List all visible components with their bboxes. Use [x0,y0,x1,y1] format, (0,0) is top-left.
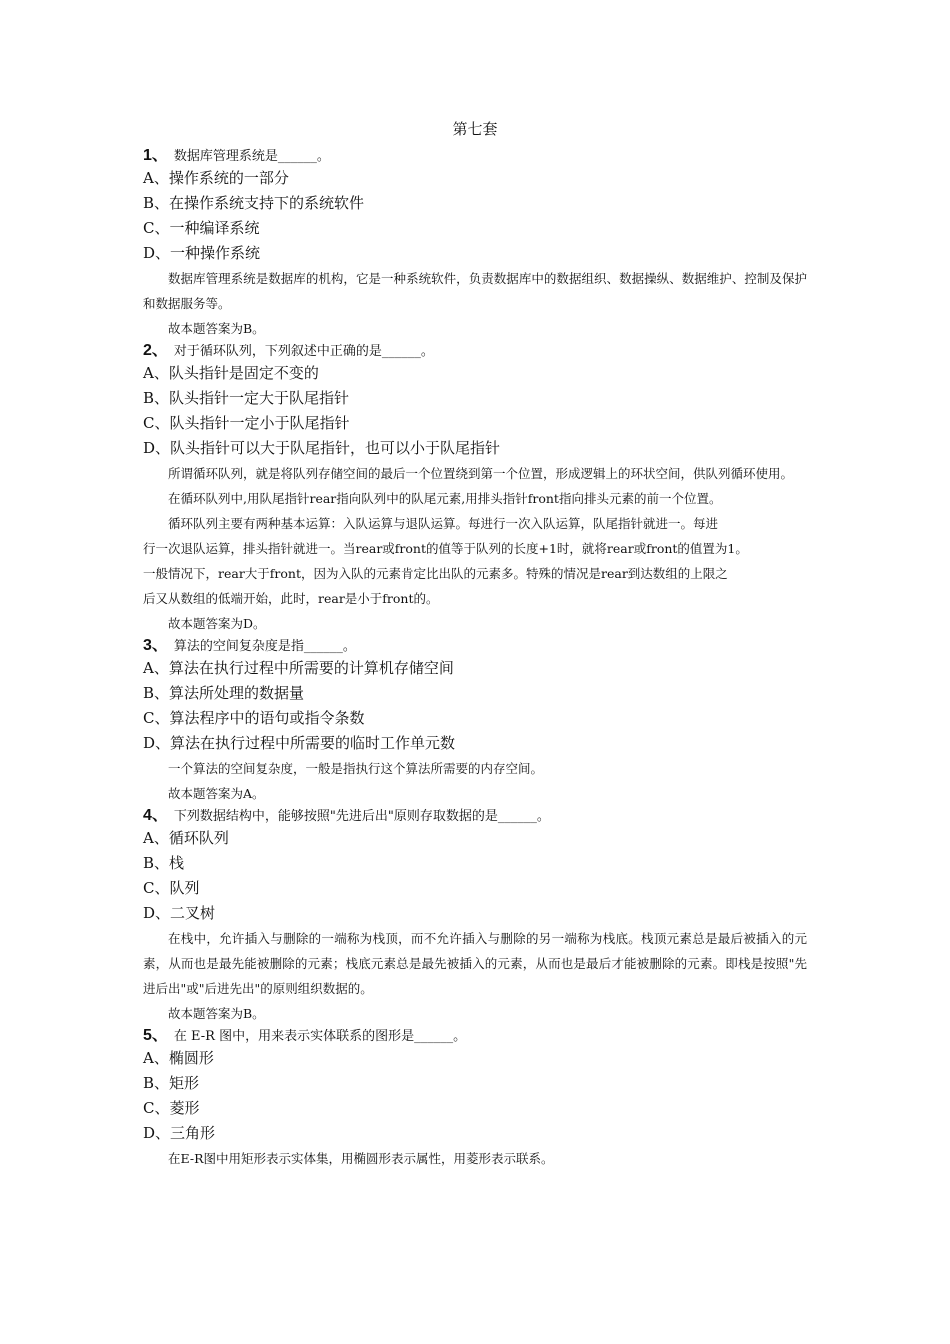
question-number: 3、 [143,637,168,654]
option-d: D、三角形 [143,1124,216,1142]
answer-line: 故本题答案为A。 [168,786,265,801]
question-block-1 [143,146,807,341]
question-text: 数据库管理系统是______。 [173,149,330,164]
option-c: C、队列 [143,879,200,897]
answer-line: 故本题答案为D。 [168,616,266,631]
option-c: C、算法程序中的语句或指令条数 [143,709,365,727]
explanation-paragraph [143,511,807,611]
option-c: C、队头指针一定小于队尾指针 [143,414,350,432]
explanation-paragraph: 数据库管理系统是数据库的机构，它是一种系统软件，负责数据库中的数据组织、数据操纵、数据维护、控制及保护和数据服务等。 [143,271,807,311]
option-a: A、椭圆形 [143,1049,214,1067]
question-block-3 [143,636,807,806]
paragraph-line: 行一次退队运算，排头指针就进一。当rear或front的值等于队列的长度+1时，就将rear或front的值置为1。 [143,541,748,556]
question-stem [143,146,807,166]
option-a: A、算法在执行过程中所需要的计算机存储空间 [143,659,454,677]
option-b: B、栈 [143,854,185,872]
question-text: 在 E-R 图中，用来表示实体联系的图形是______。 [173,1029,467,1044]
option-d: D、二叉树 [143,904,216,922]
question-stem [143,1026,807,1046]
paragraph-line: 循环队列主要有两种基本运算：入队运算与退队运算。每进行一次入队运算，队尾指针就进一。每进 [168,516,719,531]
option-d: D、队头指针可以大于队尾指针，也可以小于队尾指针 [143,439,501,457]
paragraph-line: 一般情况下，rear大于front，因为入队的元素肯定比出队的元素多。特殊的情况是rear到达数组的上限之 [143,566,728,581]
option-b: B、矩形 [143,1074,200,1092]
option-c: C、一种编译系统 [143,219,260,237]
question-number: 2、 [143,342,168,359]
question-stem [143,806,807,826]
option-d: D、一种操作系统 [143,244,261,262]
question-text: 对于循环队列，下列叙述中正确的是______。 [173,344,434,359]
explanation-paragraph: 在循环队列中,用队尾指针rear指向队列中的队尾元素,用排头指针front指向排头元素的前一个位置。 [168,491,722,506]
question-block-2 [143,341,807,636]
question-number: 4、 [143,807,168,824]
answer-line: 故本题答案为B。 [168,1006,265,1021]
option-b: B、算法所处理的数据量 [143,684,305,702]
page-title: 第七套 [452,120,498,138]
question-stem [143,636,807,656]
question-block-4 [143,806,807,1026]
question-block-5 [143,1026,807,1171]
question-text: 下列数据结构中，能够按照"先进后出"原则存取数据的是______。 [173,809,550,824]
option-d: D、算法在执行过程中所需要的临时工作单元数 [143,734,456,752]
paragraph-line: 后又从数组的低端开始，此时，rear是小于front的。 [143,591,439,606]
explanation-paragraph: 在栈中，允许插入与删除的一端称为栈顶，而不允许插入与删除的另一端称为栈底。栈顶元素总是最后被插入的元素，从而也是最先能被删除的元素；栈底元素总是最先被插入的元素，从而也是最后才能被删除的元素。即栈是按照"先进后出"或"后进先出"的原则组织数据的。 [143,931,807,996]
answer-line: 故本题答案为B。 [168,321,265,336]
option-a: A、操作系统的一部分 [143,169,289,187]
question-text: 算法的空间复杂度是指______。 [173,639,356,654]
option-b: B、在操作系统支持下的系统软件 [143,194,365,212]
explanation-paragraph: 所谓循环队列，就是将队列存储空间的最后一个位置绕到第一个位置，形成逻辑上的环状空间，供队列循环使用。 [168,466,794,481]
question-number: 5、 [143,1027,168,1044]
question-list [143,146,807,1171]
explanation-paragraph: 一个算法的空间复杂度，一般是指执行这个算法所需要的内存空间。 [168,761,544,776]
option-c: C、菱形 [143,1099,200,1117]
option-a: A、循环队列 [143,829,229,847]
explanation-paragraph: 在E-R图中用矩形表示实体集，用椭圆形表示属性，用菱形表示联系。 [168,1151,554,1166]
option-b: B、队头指针一定大于队尾指针 [143,389,350,407]
question-number: 1、 [143,147,168,164]
option-a: A、队头指针是固定不变的 [143,364,319,382]
question-stem [143,341,807,361]
